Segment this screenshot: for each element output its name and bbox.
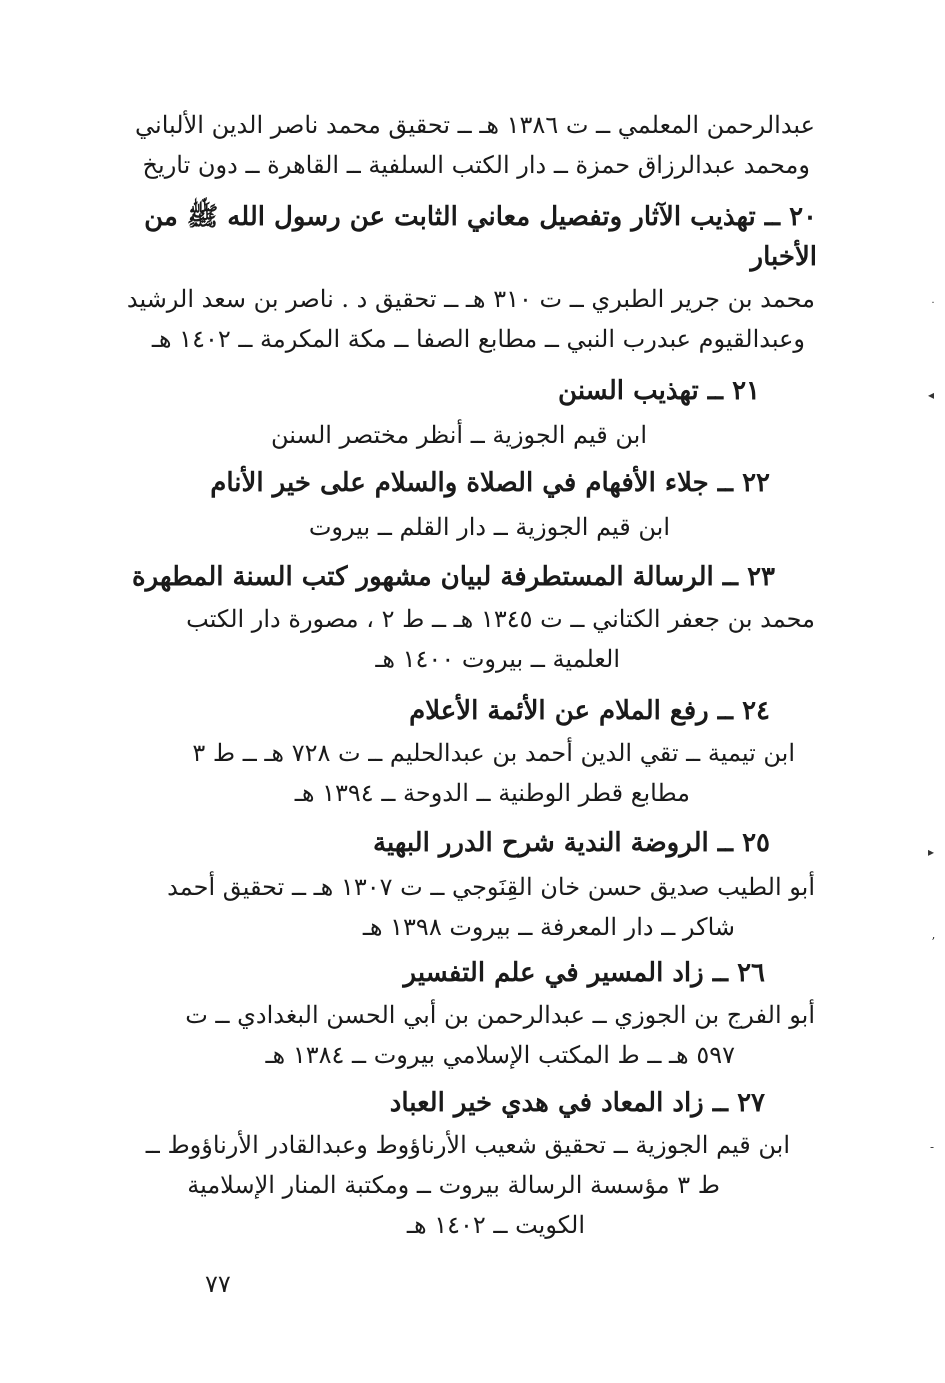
page-number: ٧٧ bbox=[205, 1270, 231, 1298]
text-line: مطابع قطر الوطنية ــ الدوحة ــ ١٣٩٤ هـ bbox=[294, 779, 690, 807]
text-line: محمد بن جعفر الكتاني ــ ت ١٣٤٥ هـ ــ ط ٢ ، مصورة دار الكتب bbox=[186, 605, 815, 633]
margin-speck: ▸ bbox=[928, 845, 935, 859]
entry-heading: ٢٦ ــ زاد المسير في علم التفسير bbox=[403, 958, 765, 988]
entry-heading: ٢٧ ــ زاد المعاد في هدي خير العباد bbox=[389, 1088, 765, 1118]
margin-speck: ʼ bbox=[931, 935, 935, 949]
entry-heading: ٢٤ ــ رفع الملام عن الأئمة الأعلام bbox=[409, 696, 770, 726]
text-line: محمد بن جرير الطبري ــ ت ٣١٠ هـ ــ تحقيق د . ناصر بن سعد الرشيد bbox=[126, 285, 815, 313]
entry-heading: ٢١ ــ تهذيب السنن bbox=[558, 376, 760, 406]
text-line: ٥٩٧ هـ ــ ط المكتب الإسلامي بيروت ــ ١٣٨٤ هـ bbox=[265, 1041, 735, 1069]
entry-heading: ٢٥ ــ الروضة الندية شرح الدرر البهية bbox=[373, 828, 770, 858]
margin-speck: - bbox=[930, 1140, 935, 1154]
text-line: ابن قيم الجوزية ــ تحقيق شعيب الأرناؤوط وعبدالقادر الأرناؤوط ــ bbox=[145, 1131, 790, 1159]
margin-speck: ˙ bbox=[930, 300, 936, 314]
text-line: وعبدالقيوم عبدرب النبي ــ مطابع الصفا ــ مكة المكرمة ــ ١٤٠٢ هـ bbox=[151, 325, 805, 353]
text-line: عبدالرحمن المعلمي ــ ت ١٣٨٦ هـ ــ تحقيق محمد ناصر الدين الألباني bbox=[135, 111, 815, 139]
text-line: ابن قيم الجوزية ــ أنظر مختصر السنن bbox=[271, 421, 647, 449]
entry-heading: ٢٢ ــ جلاء الأفهام في الصلاة والسلام على خير الأنام bbox=[210, 468, 770, 498]
entry-heading: ٢٠ ــ تهذيب الآثار وتفصيل معاني الثابت عن رسول الله ﷺ من bbox=[144, 202, 817, 232]
text-line: الكويت ــ ١٤٠٢ هـ bbox=[406, 1211, 585, 1239]
text-line: ط ٣ مؤسسة الرسالة بيروت ــ ومكتبة المنار الإسلامية bbox=[187, 1171, 720, 1199]
text-line: العلمية ــ بيروت ١٤٠٠ هـ bbox=[375, 645, 620, 673]
text-line: شاكر ــ دار المعرفة ــ بيروت ١٣٩٨ هـ bbox=[362, 913, 735, 941]
entry-heading: الأخبار bbox=[750, 242, 817, 272]
margin-speck: ◂ bbox=[928, 388, 935, 402]
text-line: ابن تيمية ــ تقي الدين أحمد بن عبدالحليم ــ ت ٧٢٨ هـ ــ ط ٣ bbox=[192, 739, 795, 767]
text-line: ابن قيم الجوزية ــ دار القلم ــ بيروت bbox=[308, 513, 670, 541]
entry-heading: ٢٣ ــ الرسالة المستطرفة لبيان مشهور كتب السنة المطهرة bbox=[132, 562, 775, 592]
text-line: أبو الطيب صديق حسن خان القِنَوجي ــ ت ١٣٠٧ هـ ــ تحقيق أحمد bbox=[167, 873, 815, 901]
text-line: ومحمد عبدالرزاق حمزة ــ دار الكتب السلفية ــ القاهرة ــ دون تاريخ bbox=[142, 151, 810, 179]
text-line: أبو الفرج بن الجوزي ــ عبدالرحمن بن أبي الحسن البغدادي ــ ت bbox=[185, 1001, 815, 1029]
